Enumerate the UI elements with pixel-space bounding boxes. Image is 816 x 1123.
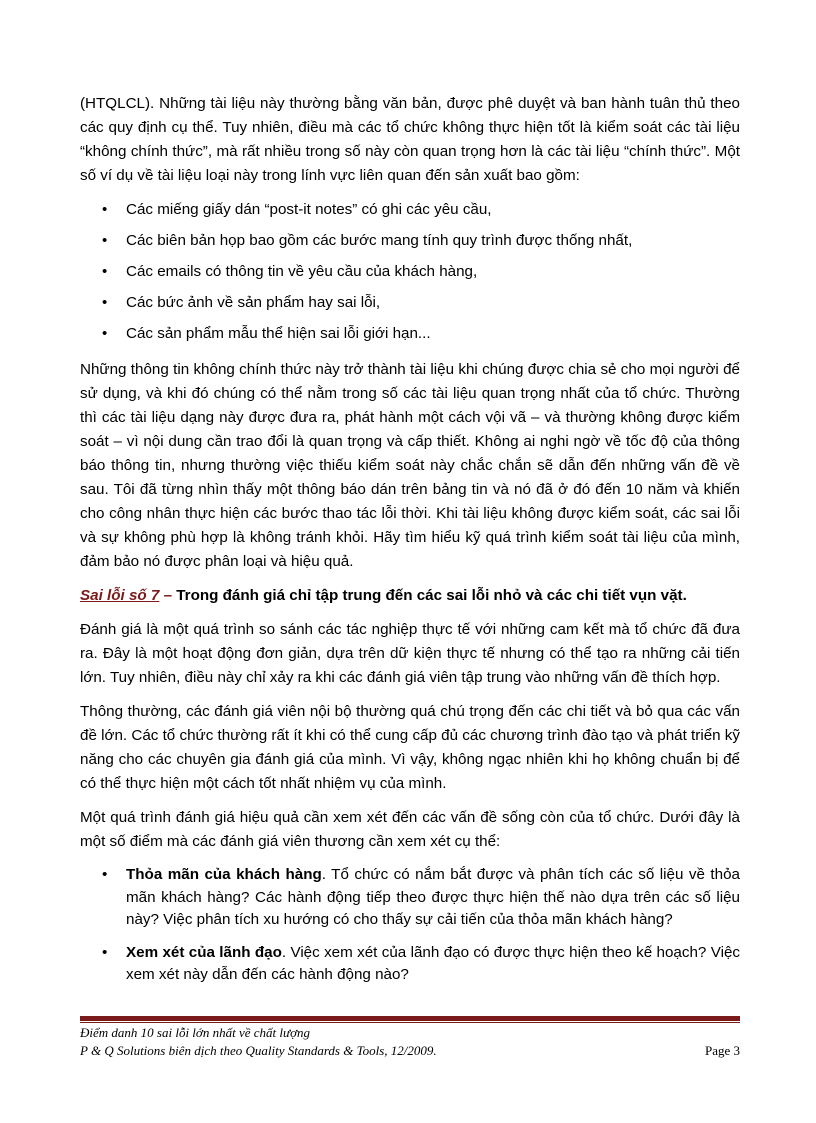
list-item-text: . Việc xem xét của lãnh đạo có được thực hiện theo kế hoạch? Việc xem xét này dẫn đến các hành động nào? <box>126 943 740 983</box>
intro-paragraph-2: Những thông tin không chính thức này trở thành tài liệu khi chúng được chia sẻ cho mọi người để sử dụng, và khi đó chúng có thể nằm trong số các tài liệu quan trọng nhất của tổ chức. Thường thì các tài liệu dạng này được đưa ra, phát hành một cách vội vã – và thường không được kiểm soát – vì nội dung cần trao đổi là quan trọng và cấp thiết. Không ai nghi ngờ về tốc độ của thông báo thông tin, nhưng thường việc thiếu kiểm soát này chắc chắn sẽ dẫn đến những vấn đề về sau. Tôi đã từng nhìn thấy một thông báo dán trên bảng tin và nó đã ở đó đến 10 năm và khiến cho công nhân thực hiện các bước thao tác lỗi thời. Khi tài liệu không được kiểm soát, các sai lỗi và sự không phù hợp là không tránh khỏi. Hãy tìm hiểu kỹ quá trình kiểm soát tài liệu của mình, đảm bảo nó được phân loại và hiệu quả. <box>80 361 740 570</box>
list-item-title: Xem xét của lãnh đạo <box>126 943 282 961</box>
list-item <box>80 942 740 987</box>
section-7-label: Sai lỗi số 7 <box>80 587 160 604</box>
list-item <box>80 864 740 932</box>
list-item: • Các sản phẩm mẫu thể hiện sai lỗi giới hạn... <box>80 322 740 346</box>
section-7-heading <box>80 584 740 608</box>
footer-divider-thin <box>80 1022 740 1023</box>
list-item: • Các biên bản họp bao gồm các bước mang tính quy trình được thống nhất, <box>80 229 740 253</box>
page-body <box>80 92 740 997</box>
page-footer <box>80 1024 740 1060</box>
section-7-paragraph-2: Thông thường, các đánh giá viên nội bộ thường quá chú trọng đến các chi tiết và bỏ qua các vấn đề lớn. Các tổ chức thường rất ít khi có thể cung cấp đủ các chương trình đào tạo và phát triển kỹ năng cho các chuyên gia đánh giá của mình. Vì vậy, không ngạc nhiên khi họ không chuẩn bị để có thể thực hiện một cách tốt nhất nhiệm vụ của mình. <box>80 703 740 792</box>
page-number: Page 3 <box>704 1043 740 1058</box>
list-item: • Các emails có thông tin về yêu cầu của khách hàng, <box>80 260 740 284</box>
list-item-title: Thỏa mãn của khách hàng <box>126 866 322 883</box>
list-item-text: . Tổ chức có nắm bắt được và phân tích các số liệu về thỏa mãn khách hàng? Các hành động tiếp theo được thực hiện thế nào dựa trên các số liệu này? Việc phân tích xu hướng có cho thấy sự cải tiến của thỏa mãn khách hàng? <box>126 866 740 928</box>
informal-docs-list <box>80 198 740 346</box>
footer-document-title: Điểm danh 10 sai lỗi lớn nhất về chất lượng <box>80 1025 311 1040</box>
intro-paragraph-1: (HTQLCL). Những tài liệu này thường bằng văn bản, được phê duyệt và ban hành tuân thủ theo các quy định cụ thể. Tuy nhiên, điều mà các tổ chức không thực hiện tốt là kiểm soát các tài liệu “không chính thức”, mà rất nhiều trong số này còn quan trọng hơn là các tài liệu “chính thức”. Một số ví dụ về tài liệu loại này trong lính vực liên quan đến sản xuất bao gồm: <box>80 95 740 184</box>
section-7-paragraph-3: Một quá trình đánh giá hiệu quả cần xem xét đến các vấn đề sống còn của tổ chức. Dưới đây là một số điểm mà các đánh giá viên thương cần xem xét cụ thể: <box>80 809 740 850</box>
footer-source-note: P & Q Solutions biên dịch theo Quality Standards & Tools, 12/2009. <box>80 1043 437 1058</box>
section-7-paragraph-1: Đánh giá là một quá trình so sánh các tác nghiệp thực tế với những cam kết mà tổ chức đã đưa ra. Đây là một hoạt động đơn giản, dựa trên dữ kiện thực tế nhưng có thể tạo ra những cải tiến lớn. Tuy nhiên, điều này chỉ xảy ra khi các đánh giá viên tập trung vào những vấn đề thích hợp. <box>80 621 740 686</box>
section-7-dash: – <box>159 587 177 604</box>
section-7-title: Trong đánh giá chỉ tập trung đến các sai lỗi nhỏ và các chi tiết vụn vặt. <box>176 587 687 604</box>
list-item: • Các miếng giấy dán “post-it notes” có ghi các yêu cầu, <box>80 198 740 222</box>
footer-divider-thick <box>80 1016 740 1021</box>
audit-points-list <box>80 864 740 987</box>
list-item: • Các bức ảnh về sản phẩm hay sai lỗi, <box>80 291 740 315</box>
